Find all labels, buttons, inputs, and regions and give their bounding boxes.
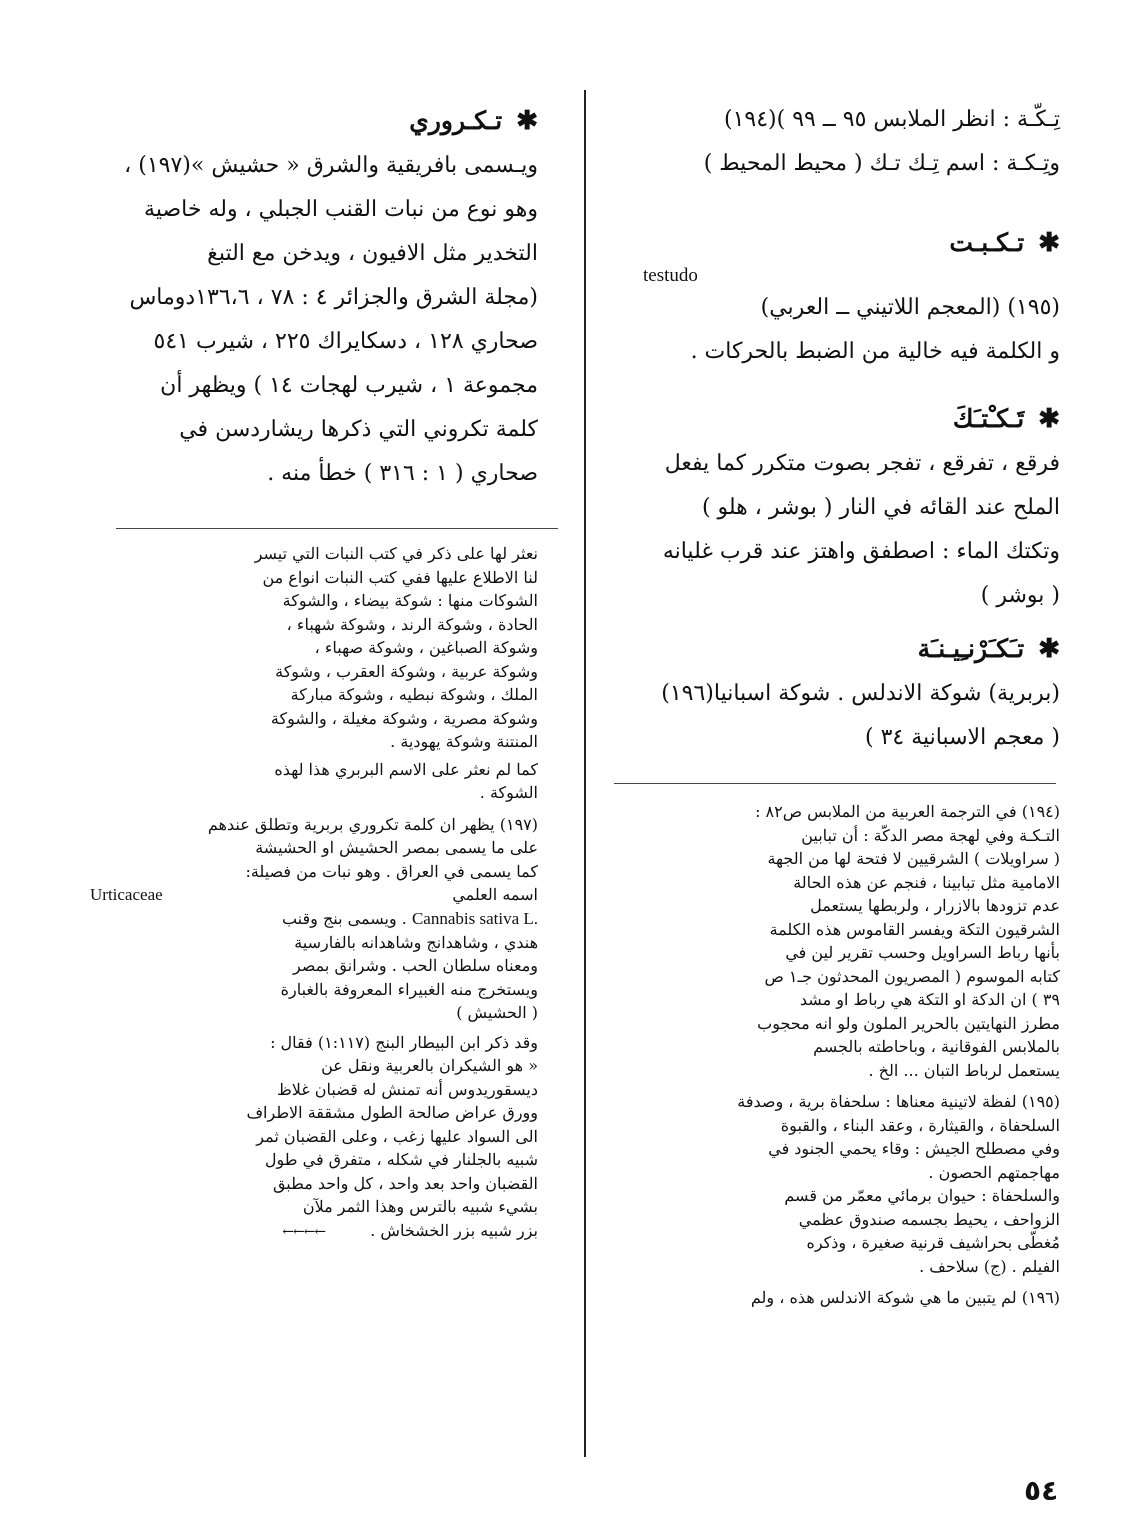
right-column	[635, 98, 1060, 1310]
footnote-line: ( الحشيش )	[456, 1003, 538, 1022]
column-divider	[584, 90, 586, 1457]
footnote-line: على ما يسمى بمصر الحشيش او الحشيشة	[255, 838, 538, 857]
footnote-line: الشوكة .	[479, 783, 538, 802]
footnote-line: ومعناه سلطان الحب . وشرانق بمصر	[292, 956, 538, 975]
footnote-line: القضبان واحد بعد واحد ، كل واحد مطبق	[272, 1173, 538, 1193]
footnote-line: ديسقوريدوس أنه تمنش له قضبان غلاظ	[276, 1079, 538, 1099]
scientific-name-label: اسمه العلمي	[452, 885, 538, 904]
footnote-196-continued	[90, 542, 538, 805]
footnote-line: بالملابس الفوقانية ، وباحاطته بالجسم	[813, 1037, 1060, 1056]
entry-takruri-line-2: وهو نوع من نبات القنب الجبلي ، وله خاصية	[144, 197, 538, 222]
footnote-line: ٣٩ ) ان الدكة او التكة هي رباط او مشد	[799, 990, 1060, 1009]
footnote-line: بزر شبيه بزر الخشخاش .	[370, 1220, 538, 1240]
entry-takruri-line-4: (مجلة الشرق والجزائر ٤ : ٧٨ ، ١٣٦،٦دوماس	[129, 285, 538, 310]
footnote-line: الامامية مثل تبابينا ، فنجم عن هذه الحالة	[793, 872, 1060, 892]
entry-taktak-heading	[635, 396, 1060, 442]
entry-taktak-line-4: ( بوشر )	[980, 583, 1060, 608]
footnote-line: (١٩٤) في الترجمة العربية من الملابس ص٨٢ :	[755, 802, 1060, 821]
footnote-separator-right	[614, 783, 1056, 784]
footnote-line: بأنها رباط السراويل وحسب تقرير لين في	[785, 943, 1060, 962]
footnote-line: التـكـة وفي لهجة مصر الدكّة : أن تبابين	[801, 825, 1060, 845]
footnote-line: مهاجمتهم الحصون .	[928, 1162, 1060, 1182]
entry-takruri-line-8: صحاري ( ١ : ٣١٦ ) خطأ منه .	[267, 461, 538, 486]
footnote-line: كتابه الموسوم ( المصريون المحدثون جـ١ ص	[764, 966, 1060, 986]
entry-takruri-line-6: مجموعة ١ ، شيرب لهجات ١٤ ) ويظهر أن	[160, 373, 538, 398]
entry-takarnina-title: تـَكـَرْنـِيـنـَة	[917, 634, 1025, 663]
latin-term-row	[635, 266, 1060, 286]
page-number: ٥٤	[1024, 1474, 1059, 1507]
latin-species-name: Cannabis sativa L.	[411, 909, 538, 928]
entry-taktak-line-2: الملح عند القائه في النار ( بوشر ، هلو )	[701, 495, 1060, 520]
footnote-line: المنتنة وشوكة يهودية .	[390, 732, 538, 751]
asterisk-icon: ✱	[1038, 634, 1060, 664]
footnote-line: هندي ، وشاهدانج وشاهدانه بالفارسية	[294, 932, 538, 952]
continuation-arrow-icon: ←←←←	[282, 1223, 326, 1240]
footnote-line: السلحفاة ، والقيثارة ، وعقد البناء ، والقبوة	[780, 1115, 1060, 1135]
footnote-line: نعثر لها على ذكر في كتب النبات التي تيسر	[254, 544, 538, 563]
entry-takruri-line-1: ويـسمى بافريقية والشرق « حشيش »(١٩٧) ،	[124, 153, 538, 178]
footnote-line: الشرقيون التكة ويفسر القاموس هذه الكلمة	[769, 919, 1060, 939]
footnote-line: الملك ، وشوكة نبطيه ، وشوكة مباركة	[290, 685, 538, 704]
footnote-separator-left	[116, 528, 558, 529]
footnote-line: وقد ذكر ابن البيطار البنج (١:١١٧) فقال :	[270, 1032, 538, 1052]
footnote-194	[635, 800, 1060, 1082]
footnote-line: (١٩٧) يظهر ان كلمة تكروري بربرية وتطلق عندهم	[207, 814, 538, 834]
entry-takruri-line-5: صحاري ١٢٨ ، دسكايراك ٢٢٥ ، شيرب ٥٤١	[153, 329, 538, 354]
entry-taktak-line-1: فرقع ، تفرقع ، تفجر بصوت متكرر كما يفعل	[664, 451, 1060, 476]
latin-family-name: Urticaceae	[90, 885, 163, 904]
footnote-line: بشيء شبيه بالترس وهذا الثمر ملآن	[302, 1197, 538, 1216]
entry-taktak-title: تَـكـْتـَكَ	[952, 404, 1025, 433]
footnote-line: كما لم نعثر على الاسم البربري هذا لهذه	[274, 759, 538, 779]
footnote-line: وشوكة الصباغين ، وشوكة صهباء ،	[314, 638, 538, 657]
footnote-line: الشوكات منها : شوكة بيضاء ، والشوكة	[282, 591, 538, 610]
footnote-line: الحادة ، وشوكة الرند ، وشوكة شهباء ،	[286, 614, 538, 634]
entry-takbat-title: تـكـبـت	[949, 228, 1025, 257]
entry-tikka-line-2: وتِـكـة : اسم تِـك تـك ( محيط المحيط )	[703, 151, 1060, 176]
footnote-line: (١٩٥) لفظة لاتينية معناها : سلحفاة برية ، وصدفة	[737, 1092, 1060, 1111]
footnote-line: الزواحف ، يحيط بجسمه صندوق عظمي	[798, 1209, 1060, 1229]
latin-term-testudo: testudo	[643, 265, 698, 286]
species-row-text: . ويسمى بنج وقنب	[281, 909, 407, 928]
entry-taktak-line-3: وتكتك الماء : اصطفق واهتز عند قرب غليانه	[662, 539, 1060, 564]
entry-takruri-line-7: كلمة تكروني التي ذكرها ريشاردسن في	[179, 417, 538, 442]
footnote-line: وشوكة مصرية ، وشوكة مغيلة ، والشوكة	[270, 708, 538, 728]
footnote-line: وشوكة عربية ، وشوكة العقرب ، وشوكة	[275, 661, 538, 681]
footnote-line: شبيه بالجلنار في شكله ، متفرق في طول	[264, 1150, 538, 1169]
footnote-line: الفيلم . (ج) سلاحف .	[919, 1256, 1060, 1276]
entry-takruri-title: تـكـروري	[409, 106, 503, 135]
entry-takarnina-line-2: ( معجم الاسبانية ٣٤ )	[864, 725, 1060, 750]
footnote-line: والسلحفاة : حيوان برمائي معمّر من قسم	[784, 1186, 1060, 1205]
entry-takruri-heading	[90, 98, 538, 144]
entry-takruri-line-3: التخدير مثل الافيون ، ويدخن مع التبغ	[207, 241, 538, 266]
footnote-line: مُغطّى بحراشيف قرنية صغيرة ، وذكره	[806, 1233, 1060, 1252]
footnote-197	[90, 813, 538, 1245]
footnote-line: لنا الاطلاع عليها ففي كتب النبات انواع من	[262, 567, 538, 587]
footnote-line: يستعمل لرباط التبان ... الخ .	[868, 1060, 1060, 1080]
footnote-line: ويستخرج منه الغبيراء المعروفة بالغبارة	[280, 979, 538, 999]
entry-takarnina-line-1: (بربرية) شوكة الاندلس . شوكة اسبانيا(١٩٦)	[661, 681, 1060, 706]
entry-tikka-line-1: تِـكّـة : انظر الملابس ٩٥ ــ ٩٩ )(١٩٤)	[724, 107, 1060, 132]
entry-takbat-line-1: (١٩٥) (المعجم اللاتيني ــ العربي)	[760, 295, 1060, 320]
footnote-last-line	[90, 1219, 538, 1245]
footnote-196: (١٩٦) لم يتبين ما هي شوكة الاندلس هذه ، ولم	[750, 1288, 1060, 1307]
entry-takarnina-heading	[635, 626, 1060, 672]
footnote-line: كما يسمى في العراق . وهو نبات من فصيلة:	[245, 861, 538, 881]
left-column	[90, 98, 538, 1244]
species-row	[90, 907, 538, 931]
footnote-line: « هو الشيكران بالعربية ونقل عن	[321, 1056, 538, 1075]
asterisk-icon: ✱	[1038, 228, 1060, 258]
footnote-line: وورق عراض صالحة الطول مشققة الاطراف	[246, 1103, 538, 1122]
asterisk-icon: ✱	[1038, 404, 1060, 434]
footnote-line: مطرز النهايتين بالحرير الملون ولو انه محجوب	[757, 1013, 1060, 1033]
asterisk-icon: ✱	[516, 106, 538, 136]
footnote-195	[635, 1090, 1060, 1278]
footnote-line: وفي مصطلح الجيش : وقاء يحمي الجنود في	[768, 1139, 1060, 1158]
scientific-name-row	[90, 883, 538, 907]
footnote-line: عدم تزودها بالازرار ، ولربطها يستعمل	[810, 896, 1060, 915]
entry-takbat-heading	[635, 220, 1060, 266]
entry-takbat-line-2: و الكلمة فيه خالية من الضبط بالحركات .	[690, 339, 1060, 364]
footnote-line: الى السواد عليها زغب ، وعلى القضبان ثمر	[256, 1126, 538, 1146]
footnote-line: ( سراويلات ) الشرقيين لا فتحة لها من الجهة	[767, 849, 1060, 868]
